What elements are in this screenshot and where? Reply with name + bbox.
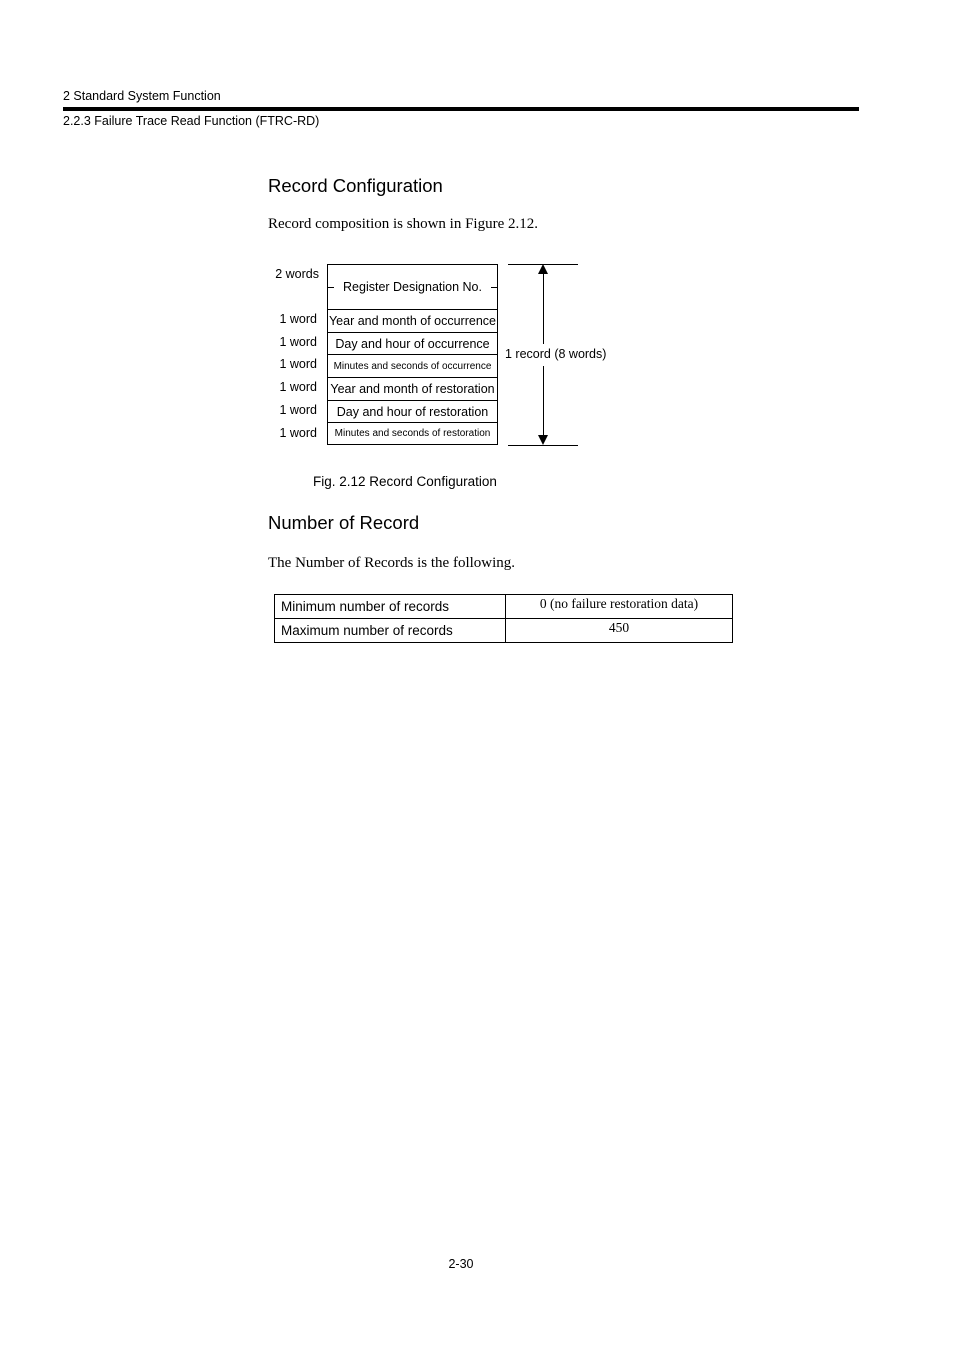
record-span-label: 1 record (8 words) [505, 347, 607, 361]
record-configuration-heading: Record Configuration [268, 175, 443, 196]
record-field-cell [327, 332, 498, 354]
span-vertical-line [543, 366, 544, 437]
page-number: 2-30 [448, 1257, 474, 1271]
word-size-label: 1 word [279, 357, 317, 371]
record-field-label: Year and month of occurrence [328, 314, 496, 328]
record-count-table [274, 594, 733, 643]
record-field-label: Register Designation No. [343, 280, 482, 294]
table-cell-value: 0 (no failure restoration data) [506, 595, 733, 619]
word-size-label: 1 word [279, 380, 317, 394]
table-row [275, 619, 733, 643]
span-vertical-line [543, 272, 544, 344]
record-field-label: Year and month of restoration [330, 382, 495, 396]
running-header-chapter: 2 Standard System Function [63, 89, 221, 103]
word-size-label: 1 word [279, 312, 317, 326]
span-bottom-rule [508, 445, 578, 446]
record-field-cell [327, 309, 498, 332]
word-size-label: 1 word [279, 335, 317, 349]
record-field-label: Minutes and seconds of restoration [334, 428, 491, 439]
table-cell-label: Minimum number of records [275, 595, 506, 619]
record-field-cell [327, 377, 498, 400]
record-field-cell [327, 400, 498, 422]
word-divider-tick [328, 287, 334, 288]
table-cell-label: Maximum number of records [275, 619, 506, 643]
arrow-down-icon [538, 435, 548, 445]
word-divider-tick [491, 287, 497, 288]
figure-caption: Fig. 2.12 Record Configuration [313, 474, 497, 489]
word-size-label: 2 words [275, 267, 319, 281]
header-rule [63, 107, 859, 111]
record-field-label: Minutes and seconds of occurrence [333, 360, 492, 372]
record-field-label: Day and hour of occurrence [335, 336, 490, 351]
record-configuration-intro: Record composition is shown in Figure 2.12. [268, 216, 538, 232]
word-size-label: 1 word [279, 403, 317, 417]
record-field-cell [327, 422, 498, 445]
record-field-label: Day and hour of restoration [336, 404, 489, 419]
record-field-cell [327, 354, 498, 377]
running-header-section: 2.2.3 Failure Trace Read Function (FTRC-RD) [63, 114, 320, 128]
table-row [275, 595, 733, 619]
table-cell-value: 450 [506, 619, 733, 643]
word-size-label: 1 word [279, 426, 317, 440]
number-of-record-heading: Number of Record [268, 512, 420, 533]
number-of-record-intro: The Number of Records is the following. [268, 555, 516, 571]
record-field-cell [327, 264, 498, 309]
